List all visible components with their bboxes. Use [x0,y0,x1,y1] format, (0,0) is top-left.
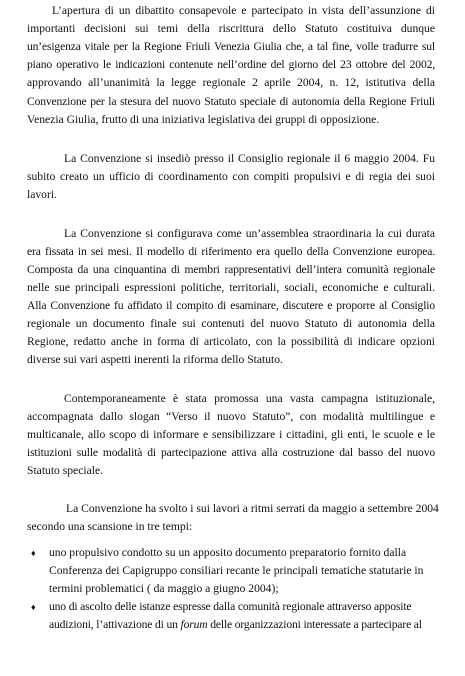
text-line: L’apertura di un dibattito consapevole e partecipato in vista dell’assunzione di [52,4,435,17]
text-line: La Convenzione si insediò presso il Consiglio regionale il 6 maggio 2004. Fu [64,152,435,165]
text-line: multicanale, allo scopo di informare e sensibilizzare i cittadini, gli enti, le scuole e le [27,428,435,441]
text-line: La Convenzione si configurava come un’assemblea straordinaria la cui durata [64,227,435,240]
text-line: La Convenzione ha svolto i sui lavori a ritmi serrati da maggio a settembre 2004 [66,502,439,515]
text-line: istituzioni sulle modalità di partecipazione attiva alla costruzione dal basso del nuovo [27,446,435,459]
text-line: era fissata in sei mesi. Il modello di riferimento era quello della Convenzione europea. [27,245,435,258]
text-line: uno di ascolto delle istanze espresse dalla comunità regionale attraverso apposite [49,600,412,613]
text-line: importanti decisioni sui temi della riscrittura dello Statuto costituiva dunque [27,22,435,35]
text-line: Contemporaneamente è stata promossa una vasta campagna istituzionale, [64,392,435,405]
text-line: Statuto speciale. [27,464,103,477]
text-line: Regione, redatto anche in forma di articolato, con la possibilità di indicare opzioni [27,335,435,348]
emphasized-word: forum [180,618,208,631]
text-line: secondo una scansione in tre tempi: [27,520,193,533]
text-line [49,618,435,632]
text-line: Composta da una cinquantina di membri rappresentativi dell’intera comunità regionale [27,263,435,276]
diamond-bullet-icon: ♦ [31,548,36,558]
text-line: un’esigenza vitale per la Regione Friuli Venezia Giulia che, a tal fine, volle tradurre sul [27,40,435,53]
text-line: nelle sue principali espressioni politiche, territoriali, sociali, economiche e culturali. [27,281,435,294]
text-line: lavori. [27,188,57,201]
text-line: accompagnata dallo slogan “Verso il nuovo Statuto”, con modalità multilingue e [27,410,435,423]
text-line: regionale un documento finale sui contenuti del nuovo Statuto di autonomia della [27,317,435,330]
text-line: diverse sui vari aspetti inerenti la riforma dello Statuto. [27,353,283,366]
text-line: Conferenza dei Capigruppo consiliari recante le principali tematiche statutarie in [49,564,424,577]
text-line: termini problematici ( da maggio a giugno 2004); [49,582,279,595]
text-segment: delle organizzazioni interessate a partecipare al [207,618,422,631]
diamond-bullet-icon: ♦ [31,602,36,612]
text-line: uno propulsivo condotto su un apposito documento preparatorio fornito dalla [49,546,407,559]
text-line: Venezia Giulia, frutto di una iniziativa legislativa dei gruppi di opposizione. [27,113,380,126]
text-segment: audizioni, l’attivazione di un [49,618,181,631]
text-line: Convenzione per la stesura del nuovo Statuto speciale di autonomia della Regione Friuli [27,95,435,108]
text-line: subito creato un ufficio di coordinamento con compiti propulsivi e di regia dei suoi [27,170,435,183]
text-line: approvando all’unanimità la legge regionale 2 aprile 2004, n. 12, istitutiva della [27,76,435,89]
text-line: piano operativo le indicazioni contenute nell’ordine del giorno del 23 ottobre del 2002, [27,58,435,71]
text-line: Alla Convenzione fu affidato il compito di esaminare, discutere e proporre al Consiglio [27,299,435,312]
